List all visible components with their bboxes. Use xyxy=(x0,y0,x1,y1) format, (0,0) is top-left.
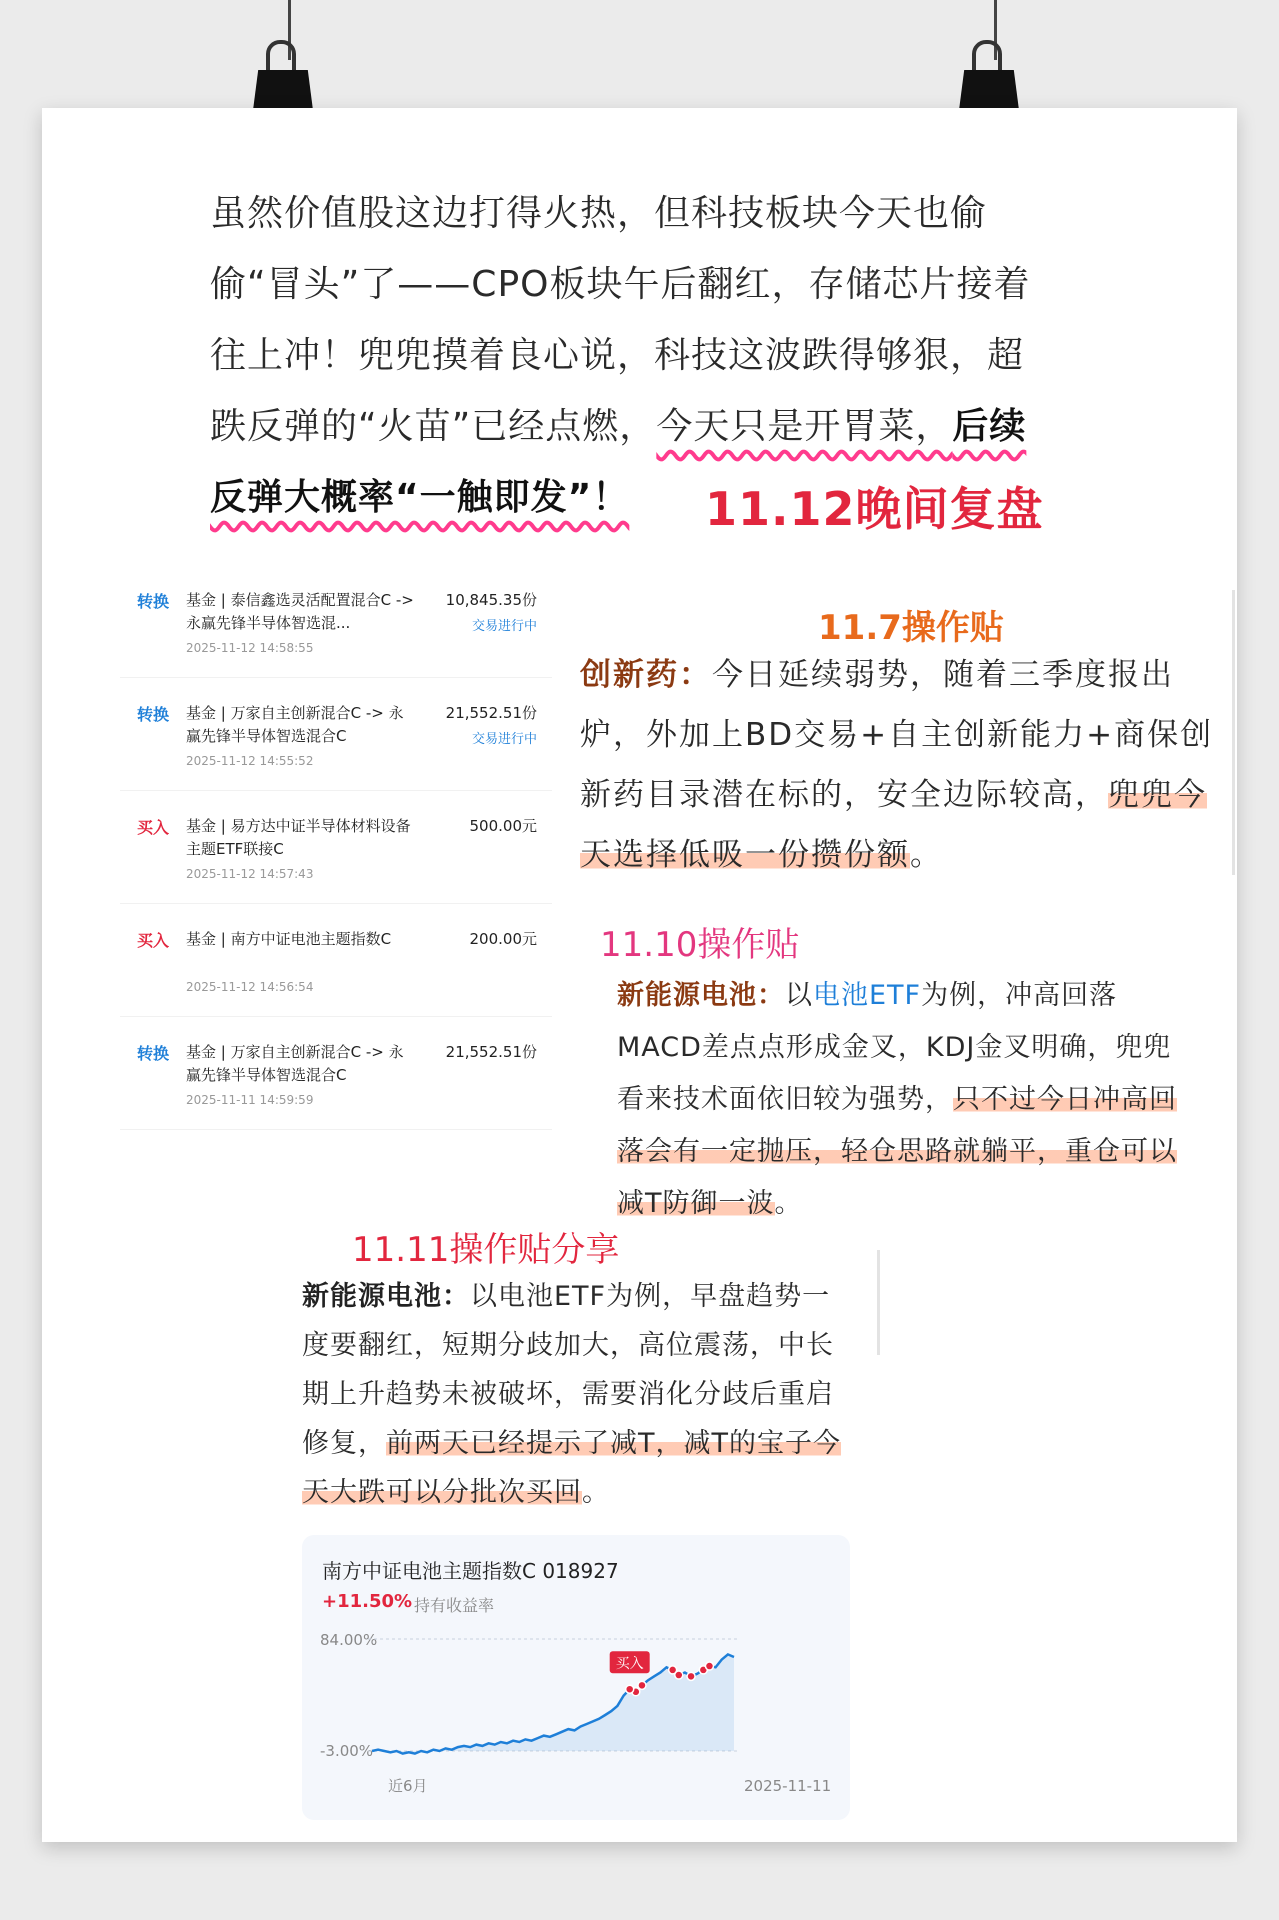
review-title: 11.12晚间复盘 xyxy=(705,482,1044,536)
transaction-amount: 21,552.51份 xyxy=(445,704,537,722)
divider xyxy=(877,1250,880,1355)
trade-point xyxy=(638,1681,646,1689)
fund-line-chart xyxy=(302,1623,850,1820)
transaction-row[interactable] xyxy=(120,1017,552,1130)
fund-name: 基金 | 万家自主创新混合C -> 永赢先锋半导体智选混合C xyxy=(186,704,404,745)
transaction-amount: 500.00元 xyxy=(469,817,537,835)
transaction-status: 交易进行中 xyxy=(471,732,537,747)
fund-return: +11.50% xyxy=(322,1591,413,1612)
y-axis-bottom-label: -3.00% xyxy=(320,1742,374,1760)
post-11-7-label: 创新药： xyxy=(580,657,712,693)
transaction-row[interactable] xyxy=(120,791,552,904)
post-11-11-body: 新能源电池：以电池ETF为例，早盘趋势一度要翻红，短期分歧加大，高位震荡，中长期上升趋势未被破坏，需要消化分歧后重启修复，前两天已经提示了减T，减T的宝子今天大跌可以分批次买回。 xyxy=(302,1281,841,1508)
transaction-list xyxy=(120,565,552,1130)
transaction-date: 2025-11-12 14:58:55 xyxy=(186,641,314,655)
x-axis-start-label: 近6月 xyxy=(388,1777,428,1795)
transaction-amount: 10,845.35份 xyxy=(445,591,537,609)
transaction-row[interactable] xyxy=(120,565,552,678)
post-11-11-title: 11.11操作贴分享 xyxy=(352,1230,620,1270)
intro-wavy-text: 今天只是开胃菜， xyxy=(656,406,953,447)
etf-link-text: 电池ETF xyxy=(813,980,922,1011)
transaction-status: 交易进行中 xyxy=(471,619,537,634)
transaction-date: 2025-11-12 14:57:43 xyxy=(186,867,314,881)
fund-name: 基金 | 万家自主创新混合C -> 永赢先锋半导体智选混合C xyxy=(186,1043,404,1084)
post-11-10-body: 新能源电池：以电池ETF为例，冲高回落MACD差点点形成金叉，KDJ金叉明确，兜兜看来技术面依旧较为强势，只不过今日冲高回落会有一定抛压，轻仓思路就躺平，重仓可以减T防御一波。 xyxy=(617,980,1177,1219)
post-11-10-label: 新能源电池： xyxy=(617,980,785,1011)
trade-point xyxy=(687,1672,695,1680)
transaction-type-tag: 买入 xyxy=(137,818,170,837)
transaction-type-tag: 转换 xyxy=(137,592,170,611)
transaction-amount: 21,552.51份 xyxy=(445,1043,537,1061)
transaction-row[interactable] xyxy=(120,904,552,1017)
x-axis-end-label: 2025-11-11 xyxy=(744,1777,832,1795)
transaction-date: 2025-11-12 14:55:52 xyxy=(186,754,314,768)
fund-card[interactable] xyxy=(302,1535,850,1820)
transaction-amount: 200.00元 xyxy=(469,930,537,948)
post-11-11-label: 新能源电池： xyxy=(302,1281,470,1312)
divider xyxy=(1232,590,1235,875)
y-axis-top-label: 84.00% xyxy=(320,1631,378,1649)
transaction-type-tag: 转换 xyxy=(137,705,170,724)
post-11-11-highlight: 前两天已经提示了减T，减T的宝子今天大跌可以分批次买回 xyxy=(302,1428,841,1508)
fund-name: 基金 | 泰信鑫选灵活配置混合C -> 永赢先锋半导体智选混... xyxy=(186,591,414,632)
intro-bold-text: 后续反弹大概率“一触即发”！ xyxy=(210,406,1027,518)
buy-marker-label: 买入 xyxy=(615,1656,644,1673)
fund-name: 基金 | 南方中证电池主题指数C xyxy=(186,930,392,948)
post-11-10-highlight: 只不过今日冲高回落会有一定抛压，轻仓思路就躺平，重仓可以减T防御一波 xyxy=(617,1084,1177,1219)
intro-text: 虽然价值股这边打得火热，但科技板块今天也偷偷“冒头”了——CPO板块午后翻红，存储芯片接着往上冲！兜兜摸着良心说，科技这波跌得够狠，超跌反弹的“火苗”已经点燃， xyxy=(210,193,1031,447)
buy-point xyxy=(626,1685,634,1693)
fund-name: 基金 | 易方达中证半导体材料设备主题ETF联接C xyxy=(186,817,411,858)
post-11-7-highlight: 兜兜今天选择低吸一份攒份额 xyxy=(580,777,1207,873)
transaction-date: 2025-11-12 14:56:54 xyxy=(186,980,314,994)
post-11-7-body: 创新药：今日延续弱势，随着三季度报出炉，外加上BD交易+自主创新能力+商保创新药目录潜在标的，安全边际较高，兜兜今天选择低吸一份攒份额。 xyxy=(580,657,1214,873)
post-11-10-title: 11.10操作贴 xyxy=(600,925,800,965)
transaction-row[interactable] xyxy=(120,678,552,791)
chart-area-fill xyxy=(372,1654,734,1753)
fund-title: 南方中证电池主题指数C 018927 xyxy=(322,1559,619,1583)
transaction-type-tag: 买入 xyxy=(137,931,170,950)
fund-return-label: 持有收益率 xyxy=(414,1596,495,1615)
trade-point xyxy=(705,1662,713,1670)
transaction-date: 2025-11-11 14:59:59 xyxy=(186,1093,314,1107)
trade-point xyxy=(675,1671,683,1679)
transaction-type-tag: 转换 xyxy=(137,1044,170,1063)
post-11-7-title: 11.7操作贴 xyxy=(818,608,1004,648)
